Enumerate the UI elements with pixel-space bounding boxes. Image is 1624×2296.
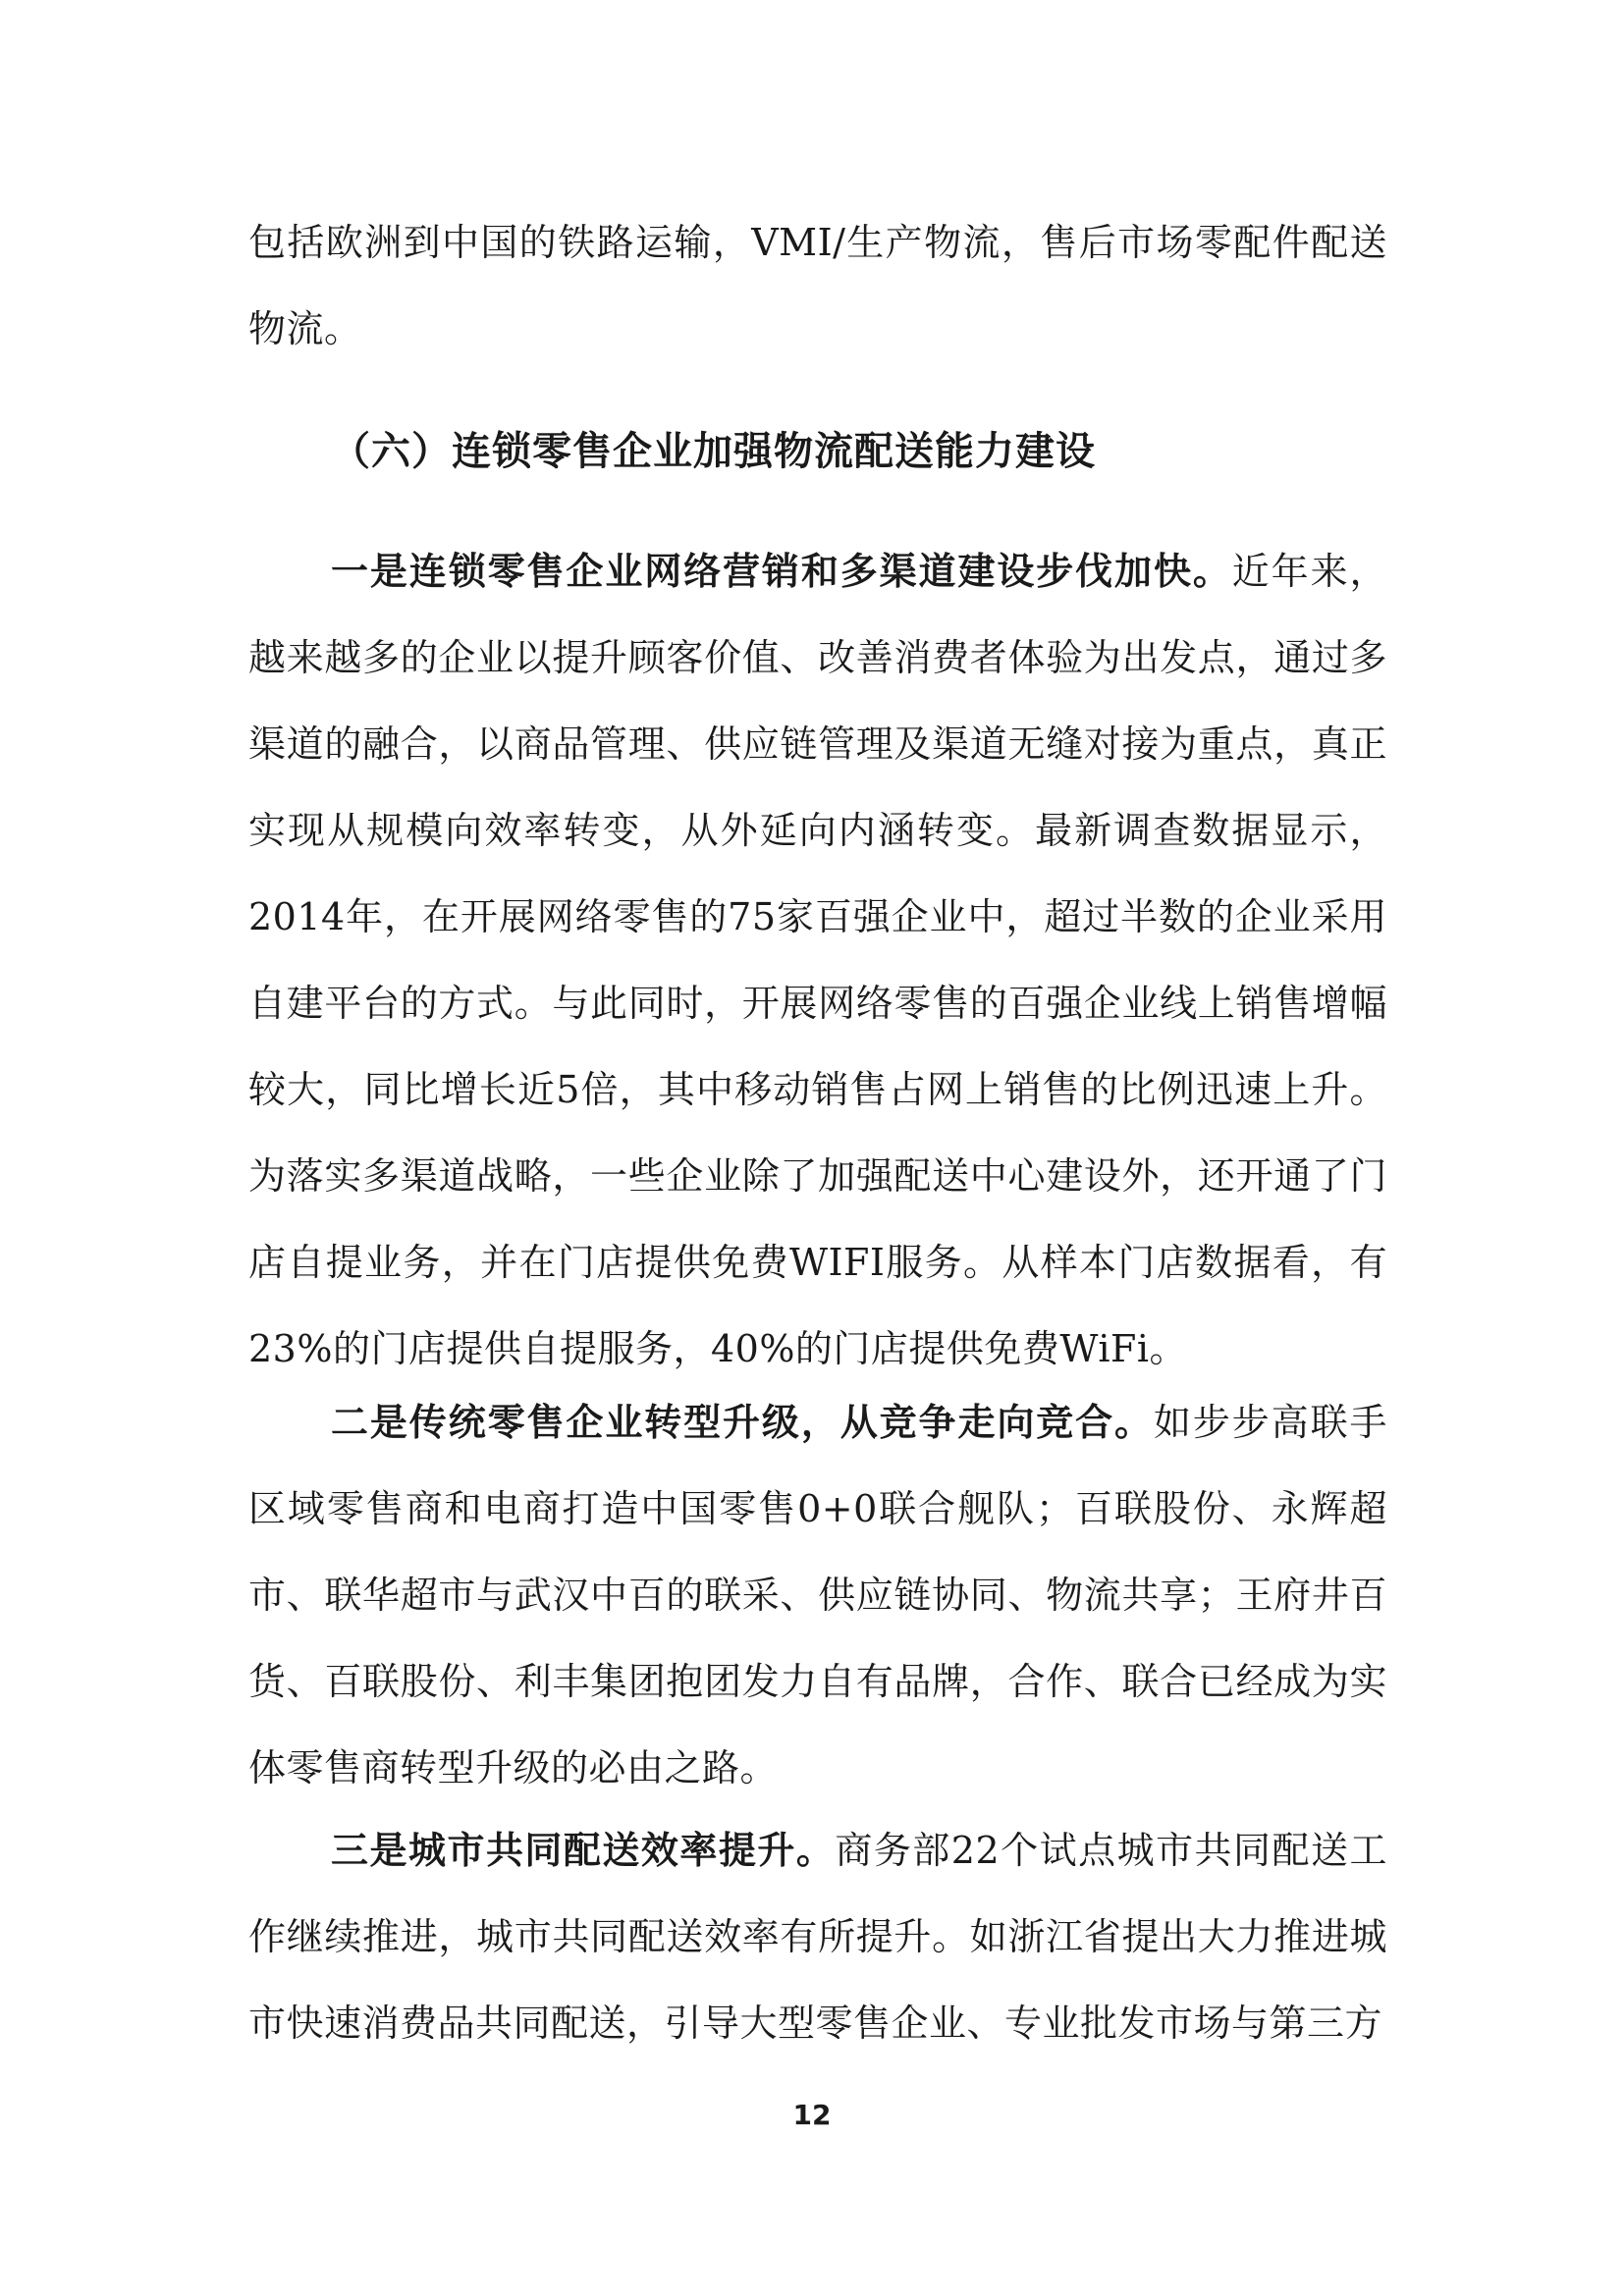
paragraph-3-lead: 三是城市共同配送效率提升。 [331, 1829, 836, 1872]
paragraph-1-body: 近年来，越来越多的企业以提升顾客价值、改善消费者体验为出发点，通过多渠道的融合，以商品管理、供应链管理及渠道无缝对接为重点，真正实现从规模向效率转变，从外延向内涵转变。最新调查数据显示，2014年，在开展网络零售的75家百强企业中，超过半数的企业采用自建平台的方式。与此同时，开展网络零售的百强企业线上销售增幅较大，同比增长近5倍，其中移动销售占网上销售的比例迅速上升。为落实多渠道战略，一些企业除了加强配送中心建设外，还开通了门店自提业务，并在门店提供免费WIFI服务。从样本门店数据看，有23%的门店提供自提服务，40%的门店提供免费WiFi。 [248, 550, 1387, 1370]
section-heading: （六）连锁零售企业加强物流配送能力建设 [331, 429, 1096, 474]
paragraph-3 [248, 1807, 1387, 2066]
paragraph-1 [248, 528, 1387, 1392]
paragraph-2-lead: 二是传统零售企业转型升级，从竞争走向竞合。 [331, 1401, 1154, 1444]
page-number: 12 [792, 2099, 832, 2131]
paragraph-2 [248, 1379, 1387, 1811]
continuation-paragraph: 包括欧洲到中国的铁路运输，VMI/生产物流，售后市场零配件配送物流。 [248, 221, 1387, 350]
paragraph-3-body: 商务部22个试点城市共同配送工作继续推进，城市共同配送效率有所提升。如浙江省提出大力推进城市快速消费品共同配送，引导大型零售企业、专业批发市场与第三方 [248, 1829, 1387, 2045]
paragraph-2-body: 如步步高联手区域零售商和电商打造中国零售0+0联合舰队；百联股份、永辉超市、联华超市与武汉中百的联采、供应链协同、物流共享；王府井百货、百联股份、利丰集团抱团发力自有品牌，合作、联合已经成为实体零售商转型升级的必由之路。 [248, 1401, 1387, 1789]
paragraph-1-lead: 一是连锁零售企业网络营销和多渠道建设步伐加快。 [331, 550, 1232, 593]
